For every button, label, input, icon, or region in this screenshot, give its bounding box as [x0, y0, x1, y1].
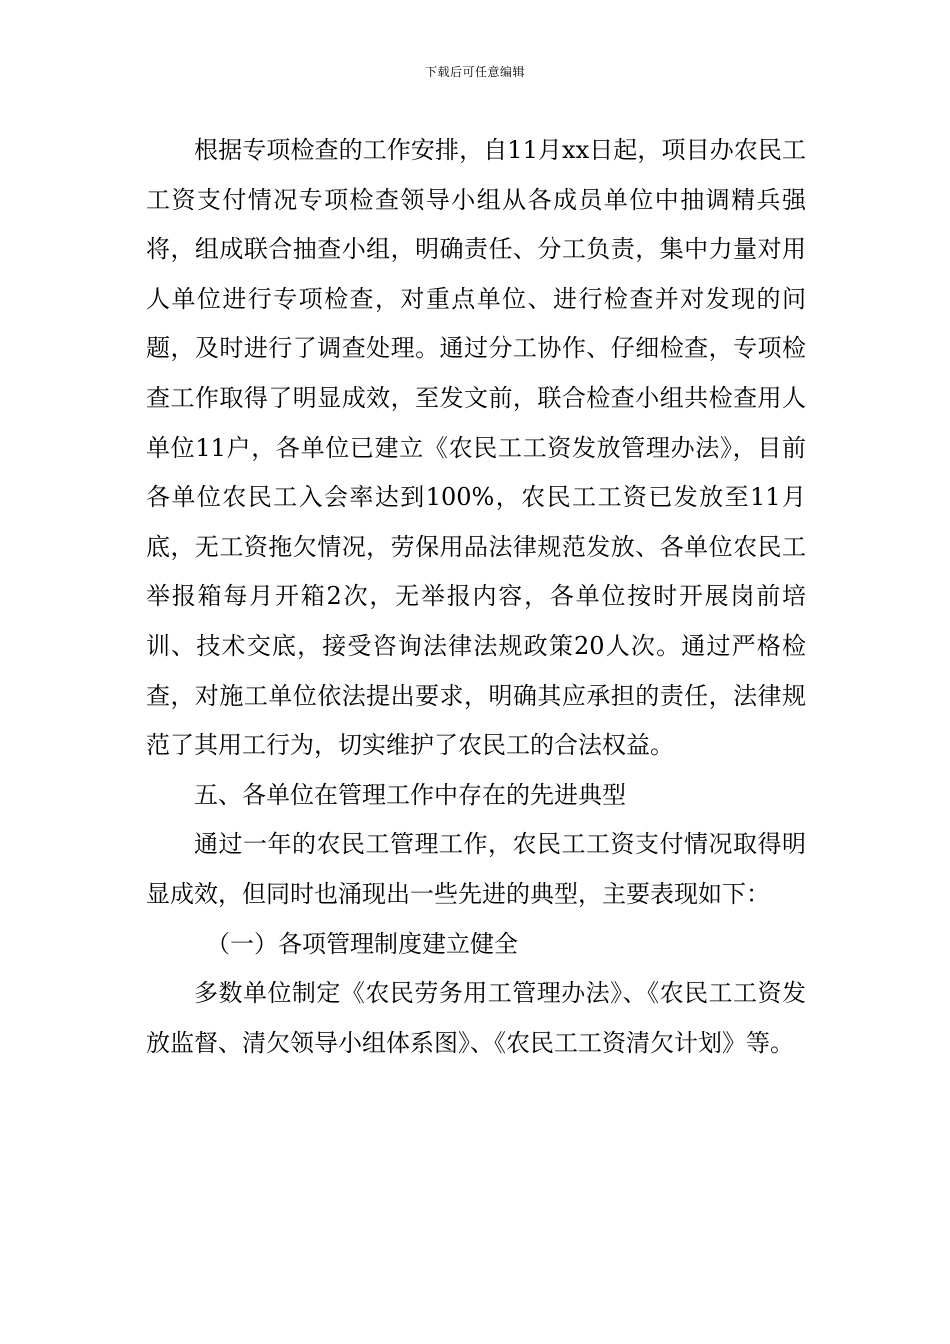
- section-heading-advanced-examples: 五、各单位在管理工作中存在的先进典型: [194, 780, 626, 809]
- paragraph-inspection-results: 根据专项检查的工作安排，自11月xx日起，项目办农民工工资支付情况专项检查领导小组从各成员单位中抽调精兵强将，组成联合抽查小组，明确责任、分工负责，集中力量对用人单位进行专项检查，对重点单位、进行检查并对发现的问题，及时进行了调查处理。通过分工协作、仔细检查，专项检查工作取得了明显成效，至发文前，联合检查小组共检查用人单位11户，各单位已建立《农民工工资发放管理办法》，目前各单位农民工入会率达到100%，农民工工资已发放至11月底，无工资拖欠情况，劳保用品法律规范发放、各单位农民工举报箱每月开箱2次，无举报内容，各单位按时开展岗前培训、技术交底，接受咨询法律法规政策20人次。通过严格检查，对施工单位依法提出要求，明确其应承担的责任，法律规范了其用工行为，切实维护了农民工的合法权益。: [146, 136, 806, 760]
- document-body: [146, 126, 806, 1068]
- subheading-management-systems: （一）各项管理制度建立健全: [206, 929, 518, 958]
- paragraph-advanced-examples-intro: 通过一年的农民工管理工作，农民工工资支付情况取得明显成效，但同时也涌现出一些先进的典型，主要表现如下：: [146, 830, 806, 908]
- page-header: 下载后可任意编辑: [424, 65, 525, 79]
- paragraph-management-systems: 多数单位制定《农民劳务用工管理办法》、《农民工工资发放监督、清欠领导小组体系图》、《农民工工资清欠计划》等。: [146, 979, 806, 1057]
